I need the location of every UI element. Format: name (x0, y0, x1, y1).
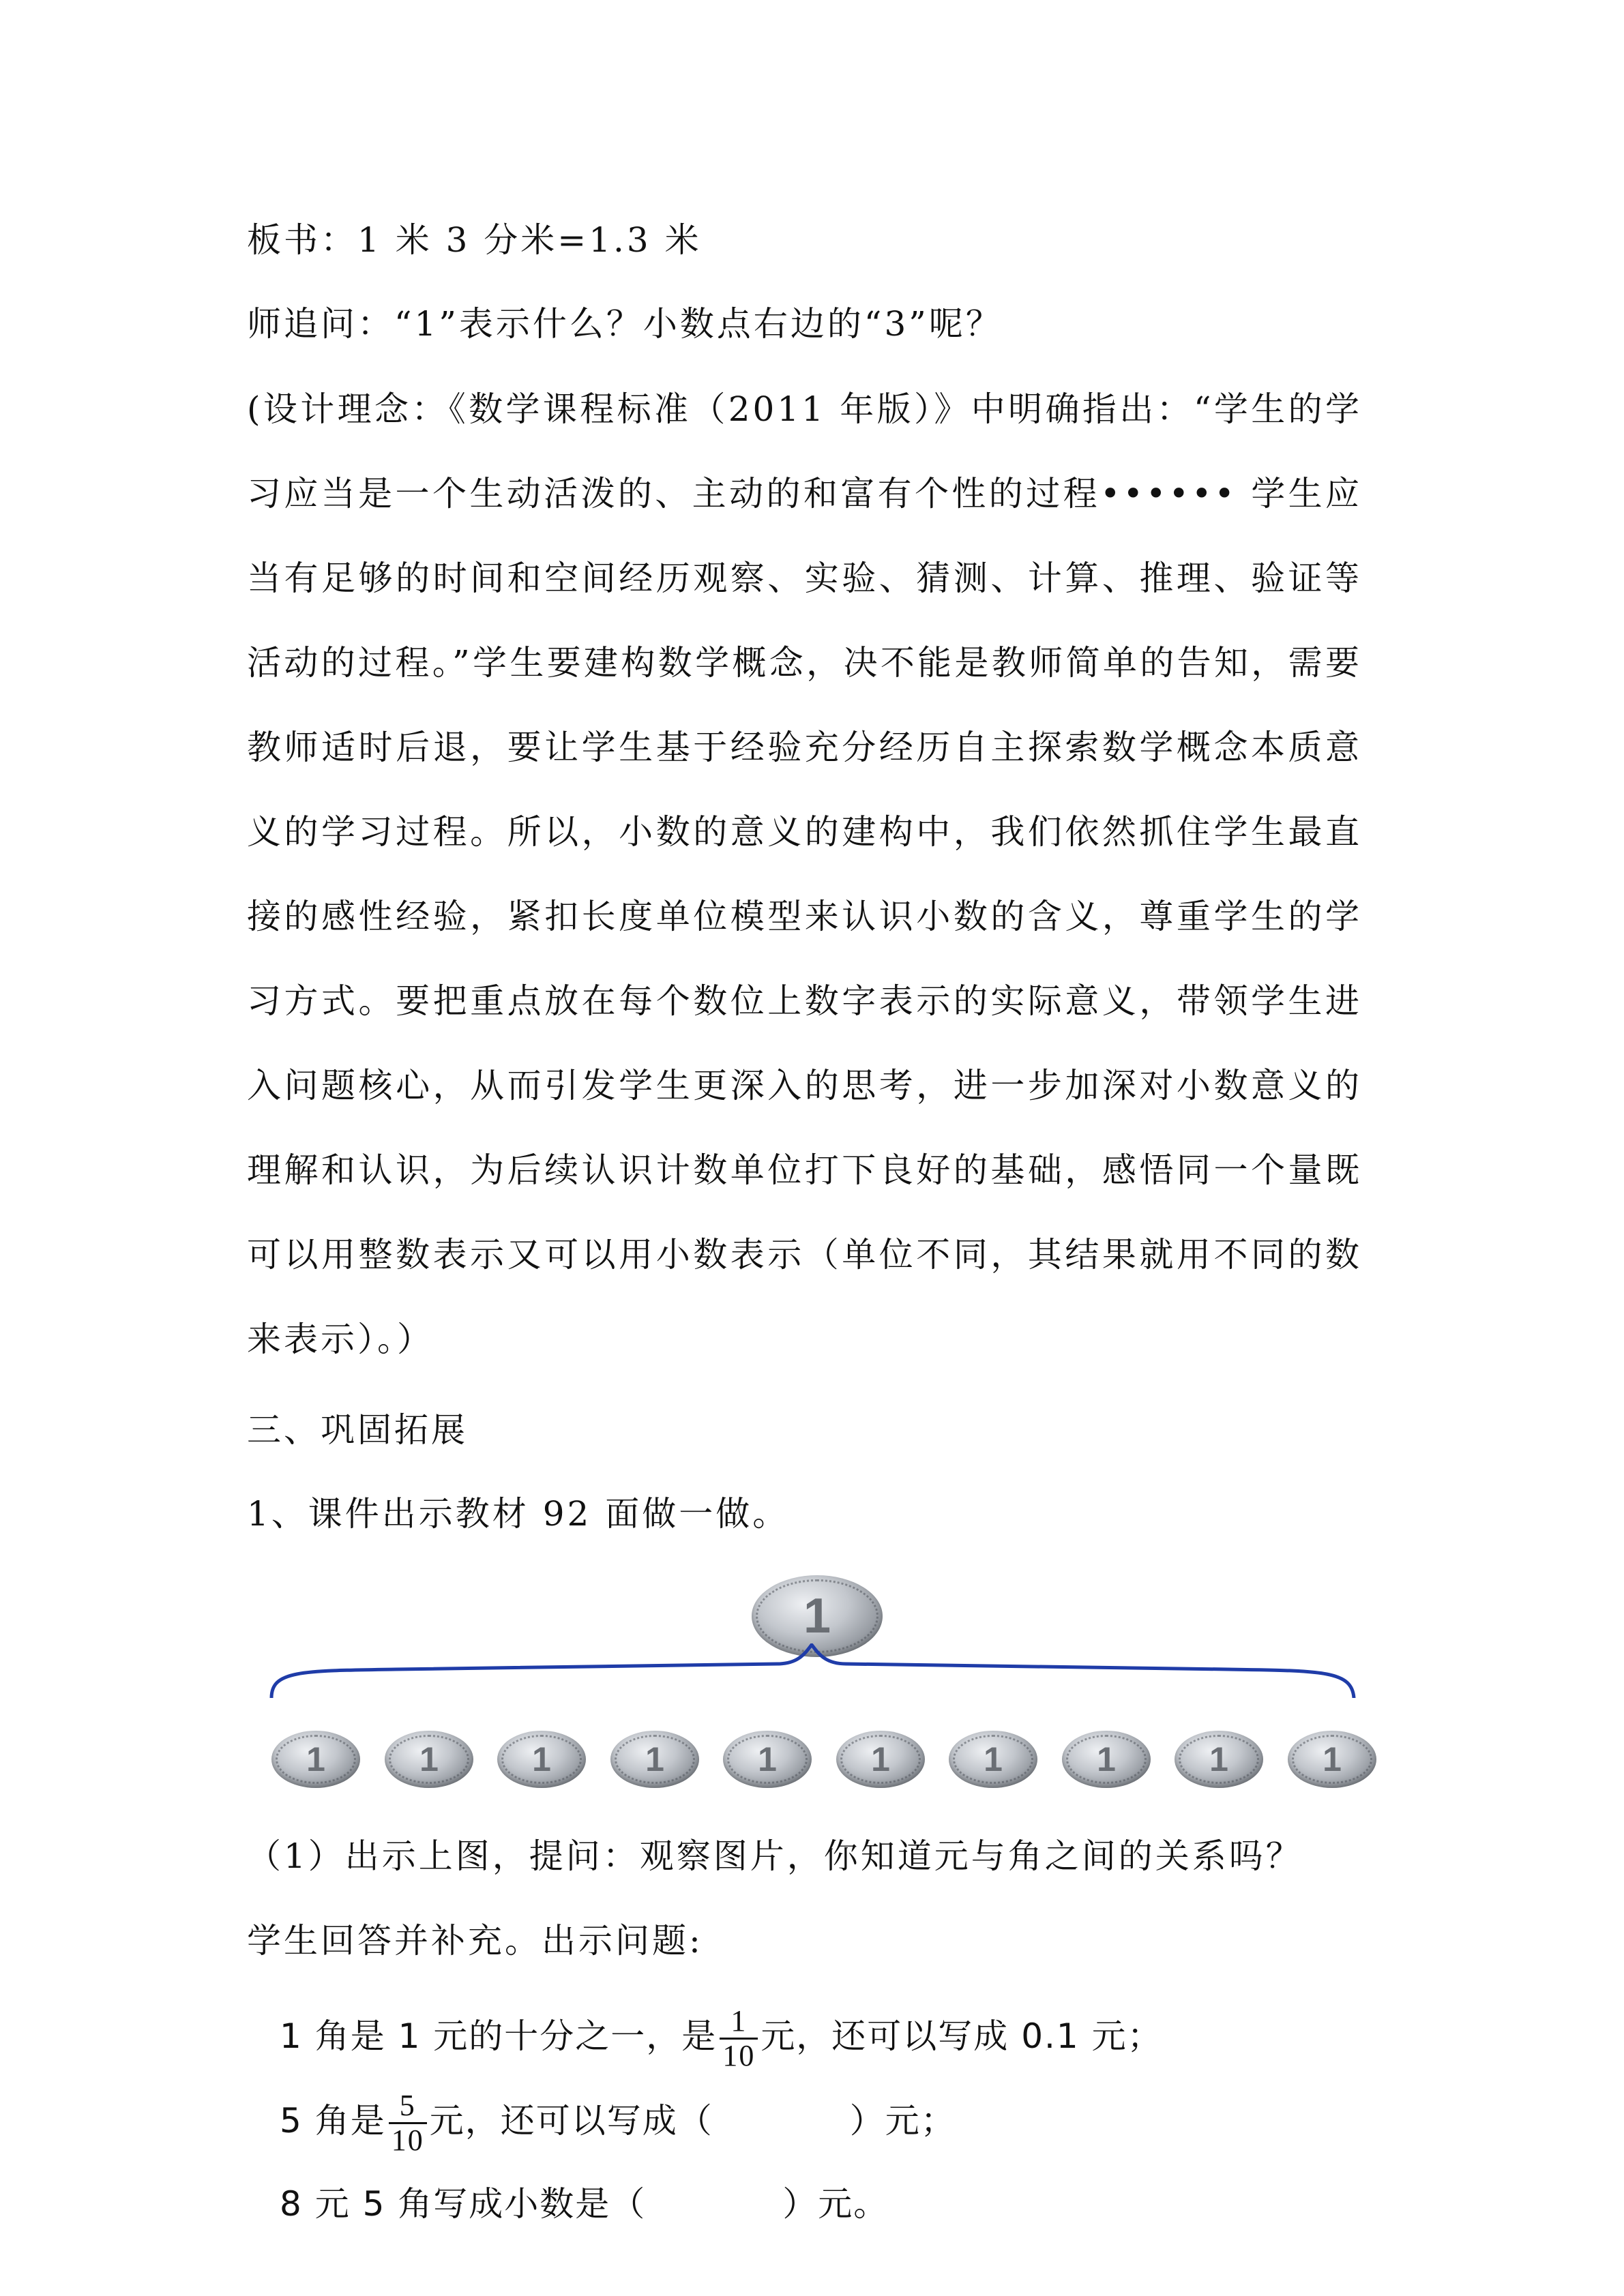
small-coin-icon: 1 (610, 1731, 699, 1788)
math-row-3 (280, 2177, 889, 2231)
small-coin-icon: 1 (723, 1731, 812, 1788)
math-row-2-text-a: 5 角是 (280, 2101, 386, 2141)
math-row-3-text-a: 8 元 5 角写成小数是（ (280, 2184, 647, 2224)
design-rationale-paragraph: (设计理念：《数学课程标准（2011 年版）》中明确指出：“学生的学习应当是一个生动活泼的、主动的和富有个性的过程•••••• 学生应当有足够的时间和空间经历观察、实验、猜测、计算、推理、验证等活动的过程。”学生要建构数学概念，决不能是教师简单的告知，需要教师适时后退，要让学生基于经验充分经历自主探索数学概念本质意义的学习过程。所以，小数的意义的建构中，我们依然抓住学生最直接的感性经验，紧扣长度单位模型来认识小数的含义，尊重学生的学习方式。要把重点放在每个数位上数字表示的实际意义，带领学生进入问题核心，从而引发学生更深入的思考，进一步加深对小数意义的理解和认识，为后续认识计数单位打下良好的基础，感悟同一个量既可以用整数表示又可以用小数表示（单位不同，其结果就用不同的数来表示）。） (247, 389, 1362, 1359)
fraction-numerator: 1 (720, 2005, 758, 2040)
curly-brace-icon (259, 1643, 1378, 1698)
fraction-denominator: 10 (391, 2123, 424, 2157)
math-row-3-text-b: ）元。 (782, 2184, 889, 2224)
small-coin-icon: 1 (949, 1731, 1037, 1788)
small-coin-icon: 1 (836, 1731, 925, 1788)
small-coin-icon: 1 (271, 1731, 360, 1788)
section-heading: 三、巩固拓展 (247, 1410, 468, 1450)
board-writing-line: 板书：1 米 3 分米=1.3 米 (247, 220, 702, 260)
question-2-line: 学生回答并补充。出示问题: (247, 1921, 703, 1960)
math-row-1 (280, 2002, 1163, 2072)
math-row-2-text-b: 元，还可以写成（ (429, 2101, 713, 2141)
small-coin-icon: 1 (385, 1731, 473, 1788)
question-1-line: （1）出示上图，提问：观察图片，你知道元与角之间的关系吗？ (247, 1836, 1303, 1876)
small-coin-icon: 1 (1288, 1731, 1376, 1788)
small-coin-icon: 1 (1062, 1731, 1151, 1788)
teacher-question-line: 师追问：“1”表示什么？小数点右边的“3”呢？ (247, 304, 1003, 344)
small-coin-icon: 1 (497, 1731, 586, 1788)
small-coin-icon: 1 (1175, 1731, 1263, 1788)
math-row-1-text-a: 1 角是 1 元的十分之一，是 (280, 2016, 718, 2056)
math-row-2-text-c: ）元； (849, 2101, 956, 2141)
exercise-item-1: 1、课件出示教材 92 面做一做。 (247, 1494, 790, 1534)
fraction-numerator: 5 (389, 2089, 427, 2124)
math-row-1-text-b: 元，还可以写成 0.1 元； (761, 2016, 1163, 2056)
one-yuan-coin-icon: 1 (752, 1575, 883, 1657)
fraction-denominator: 10 (722, 2039, 756, 2072)
fraction-five-tenths (389, 2089, 427, 2157)
fraction-one-tenth (720, 2005, 758, 2072)
math-row-2 (280, 2087, 956, 2157)
